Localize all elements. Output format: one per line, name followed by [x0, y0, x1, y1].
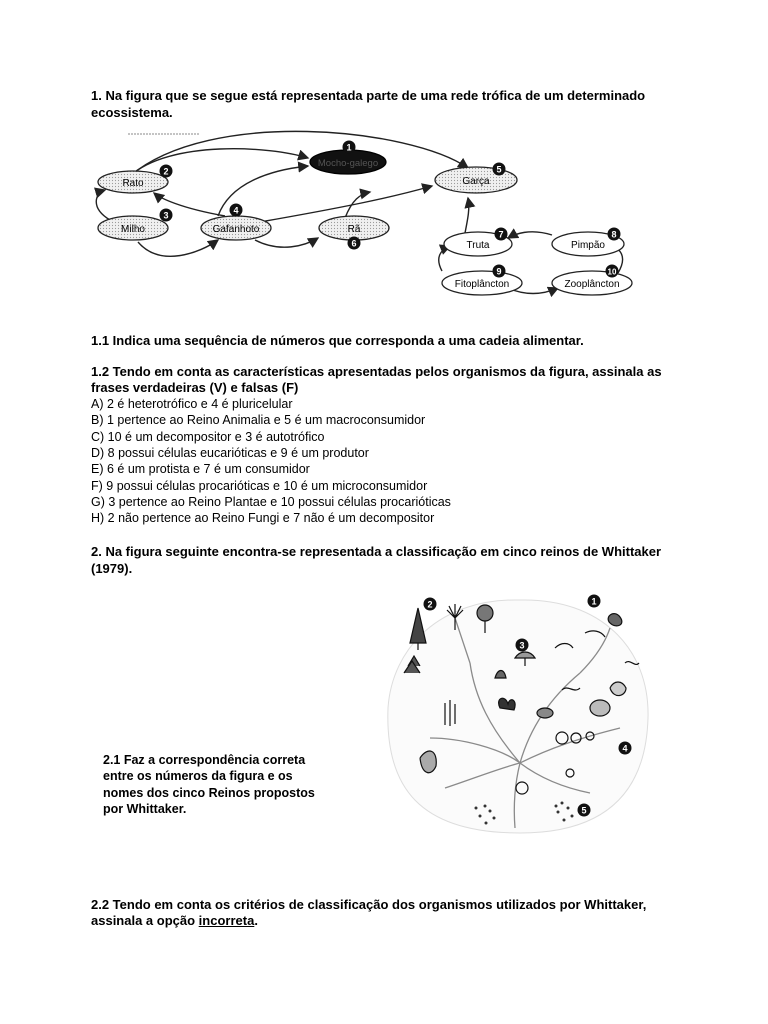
badge-4: 4: [233, 205, 239, 216]
q2-2-line2: [91, 913, 258, 930]
q2-line2: (1979).: [91, 561, 133, 576]
option-g: G) 3 pertence ao Reino Plantae e 10 possui células procarióticas: [91, 495, 451, 509]
tree-badge-1: 1: [591, 596, 597, 607]
option-d: D) 8 possui células eucarióticas e 9 é um produtor: [91, 446, 369, 460]
q1-1-text: 1.1 Indica uma sequência de números que corresponda a uma cadeia alimentar.: [91, 333, 584, 348]
badge-7: 7: [498, 229, 504, 240]
q1-title-line1: 1. Na figura que se segue está representada parte de uma rede trófica de um determinado: [91, 88, 646, 103]
food-web-diagram: [90, 128, 650, 308]
arrow-pimpao-truta: [508, 232, 552, 238]
badge-9: 9: [496, 266, 502, 277]
q2-1-line1: 2.1 Faz a correspondência correta: [103, 753, 306, 767]
q1-title-line2: ecossistema.: [91, 105, 173, 120]
tree-badge-2: 2: [427, 599, 433, 610]
badge-10: 10: [607, 267, 617, 277]
option-f: F) 9 possui células procarióticas e 10 é um microconsumidor: [91, 479, 428, 493]
node-label-ra: Rã: [347, 224, 361, 235]
q2-1-line4: por Whittaker.: [103, 802, 187, 816]
arrow-truta-garca: [465, 198, 469, 233]
arrow-milho-gafanhoto: [138, 240, 218, 256]
badge-8: 8: [611, 229, 617, 240]
whittaker-tree-figure: [380, 588, 660, 840]
q1-2-line1: 1.2 Tendo em conta as características apresentadas pelos organismos da figura, assinala as: [91, 364, 662, 379]
node-label-fitoplancton: Fitoplâncton: [454, 279, 510, 290]
option-b: B) 1 pertence ao Reino Animalia e 5 é um macroconsumidor: [91, 413, 426, 427]
node-label-zooplancton: Zooplâncton: [564, 279, 620, 290]
node-label-milho: Milho: [121, 224, 145, 235]
arrow-gafanhoto-ra: [255, 238, 318, 247]
arrow-rato-mocho: [130, 149, 308, 176]
q2-2-underlined-word: incorreta: [198, 913, 255, 928]
node-label-mocho: Mocho-galego: [317, 158, 379, 169]
option-e: E) 6 é um protista e 7 é um consumidor: [91, 462, 310, 476]
badge-3: 3: [163, 210, 169, 221]
badge-5: 5: [496, 164, 502, 175]
node-label-rato: Rato: [122, 178, 144, 189]
node-label-gafanhoto: Gafanhoto: [212, 224, 260, 235]
option-c: C) 10 é um decompositor e 3 é autotrófico: [91, 430, 325, 444]
q2-line1: 2. Na figura seguinte encontra-se representada a classificação em cinco reinos de Whittaker: [91, 544, 662, 559]
node-label-truta: Truta: [466, 240, 490, 251]
q2-1-line3: nomes dos cinco Reinos propostos: [103, 786, 315, 800]
badge-1: 1: [346, 142, 352, 153]
arrow-milho-rato: [96, 190, 110, 220]
q1-2-line2: frases verdadeiras (V) e falsas (F): [91, 380, 299, 395]
node-label-pimpao: Pimpão: [571, 240, 605, 251]
tree-badge-3: 3: [519, 640, 525, 651]
node-label-garca: Garça: [462, 176, 490, 187]
option-h: H) 2 não pertence ao Reino Fungi e 7 não é um decompositor: [91, 511, 435, 525]
q2-1-line2: entre os números da figura e os: [103, 769, 293, 783]
badge-6: 6: [351, 238, 357, 249]
tree-badge-4: 4: [622, 743, 628, 754]
option-a: A) 2 é heterotrófico e 4 é pluricelular: [91, 397, 293, 411]
badge-2: 2: [163, 166, 169, 177]
q2-2-suffix: .: [254, 913, 258, 928]
q2-2-line1: 2.2 Tendo em conta os critérios de classificação dos organismos utilizados por Whittaker,: [91, 897, 647, 912]
tree-badge-5: 5: [581, 805, 587, 816]
q2-2-prefix: assinala a opção: [91, 913, 199, 928]
